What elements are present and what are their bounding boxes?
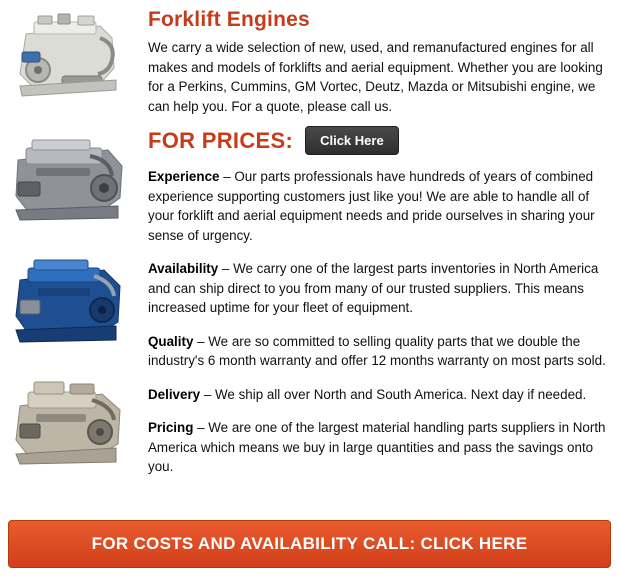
- engine-illustration-white-icon: [4, 4, 136, 112]
- engine-photo-4: [4, 370, 136, 478]
- engine-illustration-tan-icon: [4, 370, 136, 478]
- engine-illustration-gray-icon: [4, 126, 136, 234]
- section-label-pricing: Pricing: [148, 420, 194, 435]
- for-prices-row: [148, 126, 609, 155]
- section-label-delivery: Delivery: [148, 386, 201, 402]
- section-label-quality: Quality: [148, 333, 194, 349]
- intro-paragraph: We carry a wide selection of new, used, and remanufactured engines for all makes and models of forklifts and aerial equipment. Whether you are looking for a Perkins, Cummins, GM Vortec, Deutz, Mazda or Mitsubishi engine, we can help you. For a quote, please call us.: [148, 40, 603, 114]
- engine-illustration-blue-icon: [4, 248, 136, 356]
- section-text-pricing: – We are one of the largest material handling parts suppliers in North America which means we buy in large quantities and pass the savings onto you.: [148, 420, 606, 474]
- section-text-quality: – We are so committed to selling quality parts that we double the industry's 6 month warranty and offer 12 months warranty on most parts sold.: [148, 333, 606, 368]
- section-quality: [148, 332, 609, 371]
- section-text-delivery: – We ship all over North and South America. Next day if needed.: [200, 386, 587, 402]
- section-delivery: [148, 385, 609, 405]
- engine-photo-column: [0, 4, 140, 492]
- section-availability: [148, 259, 609, 318]
- section-pricing: [148, 418, 609, 477]
- section-text-experience: – Our parts professionals have hundreds of years of combined experience supporting customers just like you! We are able to handle all of your forklift and aerial equipment needs and pride ourselves in sharing your sense of urgency.: [148, 169, 595, 243]
- section-text-availability: – We carry one of the largest parts inventories in North America and can ship direct to you from many of our trusted suppliers. This means increased uptime for your fleet of equipment.: [148, 261, 599, 315]
- click-here-button[interactable]: Click Here: [305, 126, 399, 155]
- cta-bar[interactable]: [8, 520, 611, 568]
- section-experience: [148, 167, 609, 245]
- for-prices-label: FOR PRICES:: [148, 127, 294, 153]
- section-label-experience: Experience: [148, 169, 220, 184]
- section-label-availability: Availability: [148, 261, 219, 276]
- page-title: Forklift Engines: [148, 8, 310, 31]
- engine-photo-1: [4, 4, 136, 112]
- text-column: [140, 4, 619, 492]
- engine-photo-3: [4, 248, 136, 356]
- cta-bar-label: FOR COSTS AND AVAILABILITY CALL: CLICK HERE: [91, 534, 528, 553]
- engine-photo-2: [4, 126, 136, 234]
